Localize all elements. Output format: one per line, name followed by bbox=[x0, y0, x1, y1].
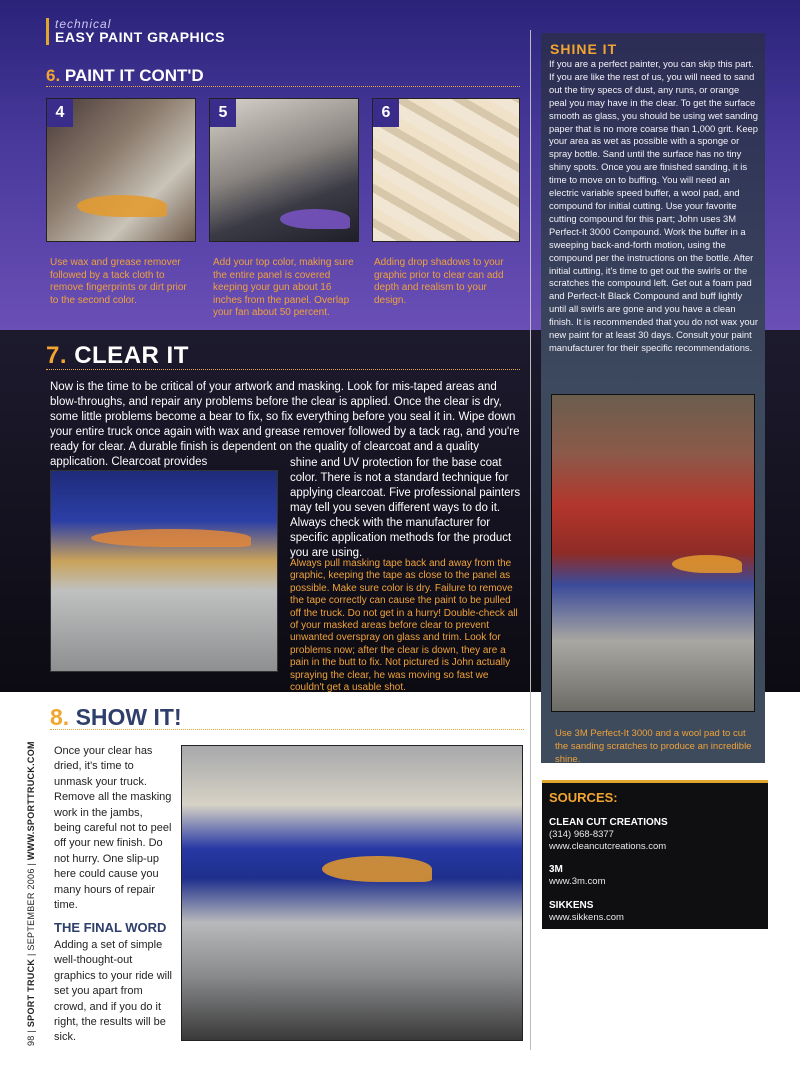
section-7-body: Now is the time to be critical of your artwork and masking. Look for mis-taped areas and blow-throughs, and repair any problems before the clear is applied. Once the clear is dry, some little problems become a bear to fix, so fix everything before you seal it in. Wipe down your entire truck once again with wax and grease remover followed by a tack rag, and you're ready for clear. A durable finish is dependent on the quality of clearcoat and a quality application. Clearcoat provides bbox=[50, 381, 520, 468]
section-7-caption: Always pull masking tape back and away from the graphic, keeping the tape as close to the panel as possible. Make sure color is dry. Failure to remove the tape correctly can cause the paint to be pulled off the truck. Do not get in a hurry! Double-check all of your masked areas before clear to prevent unwanted overspray on glass and trim. Look for problems now; after the clear is down, they are a pain in the butt to fix. Not pictured is John actually spraying the clear, he was moving so fast we couldn't get a usable shot. bbox=[290, 558, 518, 694]
step-6-caption: Adding drop shadows to your graphic prior to clear can add depth and realism to your design. bbox=[374, 257, 504, 306]
source-item bbox=[549, 900, 624, 924]
step-5-photo bbox=[209, 98, 359, 242]
section-6-number: 6. bbox=[46, 66, 61, 85]
source-name: CLEAN CUT CREATIONS bbox=[549, 817, 668, 828]
section-7-rule bbox=[46, 369, 520, 370]
step-4-photo bbox=[46, 98, 196, 242]
step-6-badge: 6 bbox=[373, 99, 399, 127]
page-folio: 98 | SPORT TRUCK | SEPTEMBER 2006 | WWW.SPORTTRUCK.COM bbox=[26, 741, 36, 1046]
section-8-number: 8. bbox=[50, 704, 70, 730]
flame-graphic bbox=[91, 529, 251, 547]
step-4-badge: 4 bbox=[47, 99, 73, 127]
flame-graphic bbox=[280, 209, 350, 229]
section-6-heading: PAINT IT CONT'D bbox=[64, 66, 204, 85]
source-url: www.cleancutcreations.com bbox=[549, 841, 667, 852]
section-7-title bbox=[46, 342, 189, 370]
source-item bbox=[549, 864, 605, 888]
issue-date: SEPTEMBER 2006 bbox=[26, 868, 36, 951]
shine-body: If you are a perfect painter, you can skip this part. If you are like the rest of us, you will need to sand out the tiny specs of dust, any runs, or orange peal you may have in the clear. To get the surface smooth as glass, you should be using wet sanding paper that is no more coarse than 1,000 grit. Keep your area as wet as possible with a sponge or spray bottle. Sand until the surface has no tiny shiny spots. Once you are finished sanding, it is time to move on to buffing. You will need an electric variable speed buffer, a wool pad, and compound for initial cutting. Use your favorite cutting compound for this part; John uses 3M Perfect-It 3000 Compound. Work the buffer in a sweeping back-and-forth motion, using the compound per the instructions on the bottle. After initial cutting, it's time to get out the swirls or the scratches the compound left. Get out a foam pad and Perfect-It Black Compound and buff lightly until all swirls are gone and you have a clean finish. It is recommended that you do not wax your new paint for at least 30 days. Consult your paint manufacturer for their specific recommendations. bbox=[549, 58, 758, 353]
page-number: 98 bbox=[26, 1035, 36, 1046]
buffing-photo bbox=[551, 394, 755, 712]
step-5-badge: 5 bbox=[210, 99, 236, 127]
source-url: www.sikkens.com bbox=[549, 912, 624, 923]
section-8-heading: SHOW IT! bbox=[75, 704, 182, 730]
source-item bbox=[549, 817, 668, 853]
source-name: SIKKENS bbox=[549, 900, 594, 911]
section-8-title bbox=[50, 704, 182, 731]
section-7-heading: CLEAR IT bbox=[74, 342, 189, 369]
shine-title: SHINE IT bbox=[550, 41, 618, 57]
finished-truck-photo bbox=[181, 745, 523, 1041]
flame-graphic bbox=[322, 856, 432, 882]
final-word-body: Adding a set of simple well-thought-out graphics to your ride will set you apart from crowd, and if you do it right, the results will be sick. bbox=[54, 939, 172, 1044]
flame-graphic bbox=[672, 555, 742, 573]
shine-caption: Use 3M Perfect-It 3000 and a wool pad to cut the sanding scratches to produce an incredible shine. bbox=[555, 728, 752, 765]
kicker-technical: technical bbox=[55, 17, 112, 31]
section-6-title bbox=[46, 66, 204, 86]
source-name: 3M bbox=[549, 864, 563, 875]
magazine-site: WWW.SPORTTRUCK.COM bbox=[26, 741, 36, 861]
column-divider bbox=[530, 30, 531, 1050]
source-phone: (314) 968-8377 bbox=[549, 829, 614, 840]
sources-title: SOURCES: bbox=[549, 790, 618, 805]
final-word-title: THE FINAL WORD bbox=[54, 920, 167, 935]
step-6-photo bbox=[372, 98, 520, 242]
section-7-number: 7. bbox=[46, 342, 68, 369]
step-5-caption: Add your top color, making sure the entire panel is covered keeping your gun about 16 inches from the panel. Overlap your fan about 50 percent. bbox=[213, 257, 354, 318]
step-4-caption: Use wax and grease remover followed by a tack cloth to remove fingerprints or dirt prior to the second color. bbox=[50, 257, 187, 306]
source-url: www.3m.com bbox=[549, 876, 606, 887]
masking-tape-photo bbox=[50, 470, 278, 672]
kicker-title: EASY PAINT GRAPHICS bbox=[55, 29, 226, 45]
section-8-rule bbox=[50, 729, 524, 730]
section-kicker bbox=[46, 18, 225, 45]
section-7-body-continued: shine and UV protection for the base coat color. There is not a standard technique for applying clearcoat. Five professional painters may tell you seven different ways to do it. Always check with the manufacturer for specific application methods for the product you are using. bbox=[290, 457, 521, 559]
section-6-rule bbox=[46, 86, 520, 87]
magazine-name: SPORT TRUCK bbox=[26, 958, 36, 1028]
section-8-body: Once your clear has dried, it's time to unmask your truck. Remove all the masking work in the jambs, being careful not to peel off your new finish. Do not hurry. One slip-up here could cause you many hours of repair time. bbox=[54, 745, 172, 912]
flame-graphic bbox=[77, 195, 167, 217]
